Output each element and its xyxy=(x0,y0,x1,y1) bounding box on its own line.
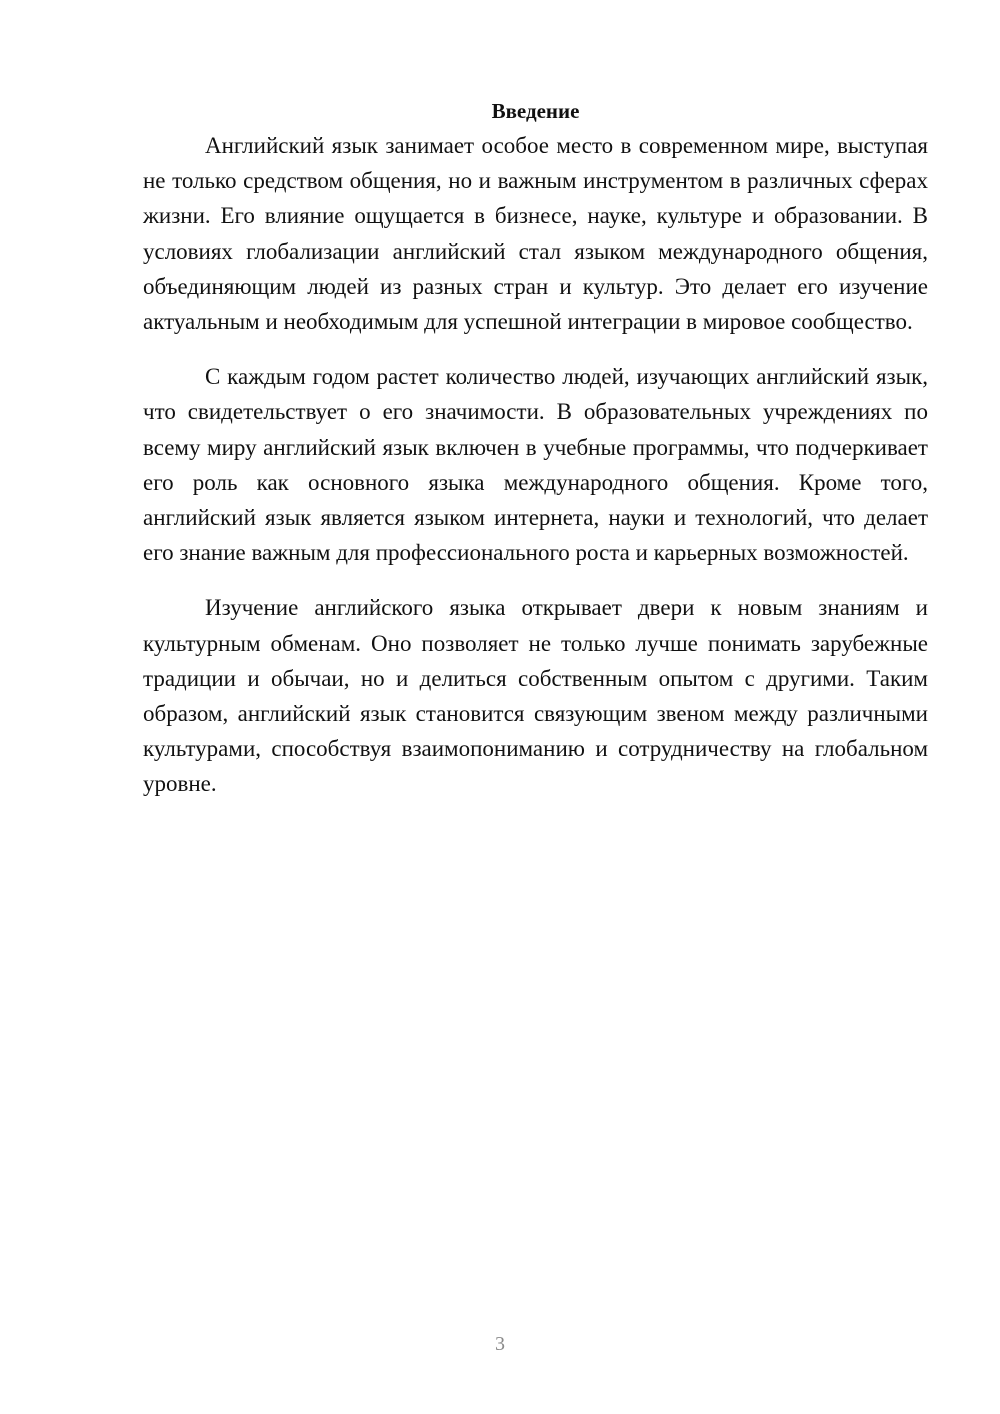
section-title: Введение xyxy=(491,99,580,123)
document-content xyxy=(143,94,928,822)
paragraph-3: Изучение английского языка открывает двери к новым знаниям и культурным обменам. Оно позволяет не только лучше понимать зарубежные традиции и обычаи, но и делиться собственным опытом с другими. Таким образом, английский язык становится связующим звеном между различными культурами, способствуя взаимопониманию и сотрудничеству на глобальном уровне. xyxy=(143,595,928,797)
paragraph-2: С каждым годом растет количество людей, изучающих английский язык, что свидетельствует о его значимости. В образовательных учреждениях по всему миру английский язык включен в учебные программы, что подчеркивает его роль как основного языка международного общения. Кроме того, английский язык является языком интернета, науки и технологий, что делает его знание важным для профессионального роста и карьерных возможностей. xyxy=(143,364,928,566)
paragraph-1: Английский язык занимает особое место в современном мире, выступая не только средством общения, но и важным инструментом в различных сферах жизни. Его влияние ощущается в бизнесе, науке, культуре и образовании. В условиях глобализации английский стал языком международного общения, объединяющим людей из разных стран и культур. Это делает его изучение актуальным и необходимым для успешной интеграции в мировое сообщество. xyxy=(143,133,928,335)
page-number: 3 xyxy=(495,1333,505,1355)
